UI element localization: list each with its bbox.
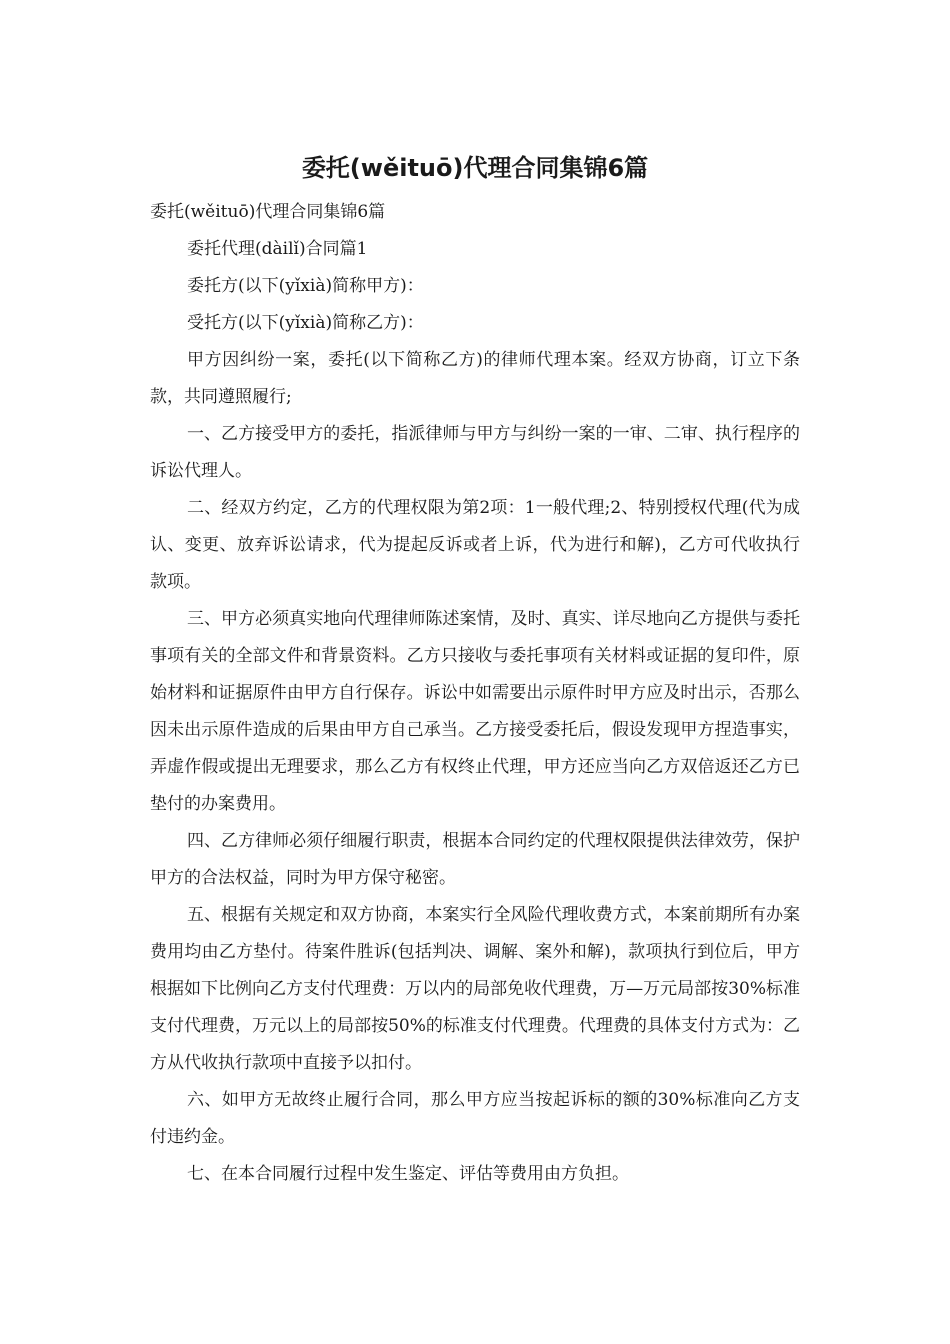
document-body: [150, 194, 800, 1193]
paragraph-clause-5: 五、根据有关规定和双方协商，本案实行全风险代理收费方式，本案前期所有办案费用均由乙方垫付。待案件胜诉(包括判决、调解、案外和解)，款项执行到位后，甲方根据如下比例向乙方支付代理费：万以内的局部免收代理费，万—万元局部按30%标准支付代理费，万元以上的局部按50%的标准支付代理费。代理费的具体支付方式为：乙方从代收执行款项中直接予以扣付。: [150, 905, 800, 1073]
paragraph-agent: 受托方(以下(yǐxià)简称乙方)：: [187, 313, 424, 333]
paragraph-preamble: 甲方因纠纷一案，委托(以下简称乙方)的律师代理本案。经双方协商，订立下条款，共同遵照履行;: [150, 350, 800, 407]
paragraph-section-heading: 委托代理(dàilǐ)合同篇1: [187, 239, 368, 259]
paragraph-clause-3: 三、甲方必须真实地向代理律师陈述案情，及时、真实、详尽地向乙方提供与委托事项有关的全部文件和背景资料。乙方只接收与委托事项有关材料或证据的复印件，原始材料和证据原件由甲方自行保存。诉讼中如需要出示原件时甲方应及时出示，否那么因未出示原件造成的后果由甲方自己承当。乙方接受委托后，假设发现甲方捏造事实，弄虚作假或提出无理要求，那么乙方有权终止代理，甲方还应当向乙方双倍返还乙方已垫付的办案费用。: [150, 609, 800, 814]
paragraph-clause-1: 一、乙方接受甲方的委托，指派律师与甲方与纠纷一案的一审、二审、执行程序的诉讼代理人。: [150, 424, 800, 481]
paragraph-clause-6: 六、如甲方无故终止履行合同，那么甲方应当按起诉标的额的30%标准向乙方支付违约金。: [150, 1090, 800, 1147]
paragraph-clause-2: 二、经双方约定，乙方的代理权限为第2项：1一般代理;2、特别授权代理(代为成认、变更、放弃诉讼请求，代为提起反诉或者上诉，代为进行和解)，乙方可代收执行款项。: [150, 498, 800, 592]
paragraph-principal: 委托方(以下(yǐxià)简称甲方)：: [187, 276, 424, 296]
paragraph-clause-4: 四、乙方律师必须仔细履行职责，根据本合同约定的代理权限提供法律效劳，保护甲方的合法权益，同时为甲方保守秘密。: [150, 831, 800, 888]
paragraph-clause-7: 七、在本合同履行过程中发生鉴定、评估等费用由方负担。: [187, 1164, 629, 1184]
paragraph-subtitle: 委托(wěituō)代理合同集锦6篇: [150, 202, 386, 222]
document-title: 委托(wěituō)代理合同集锦6篇: [301, 154, 649, 182]
